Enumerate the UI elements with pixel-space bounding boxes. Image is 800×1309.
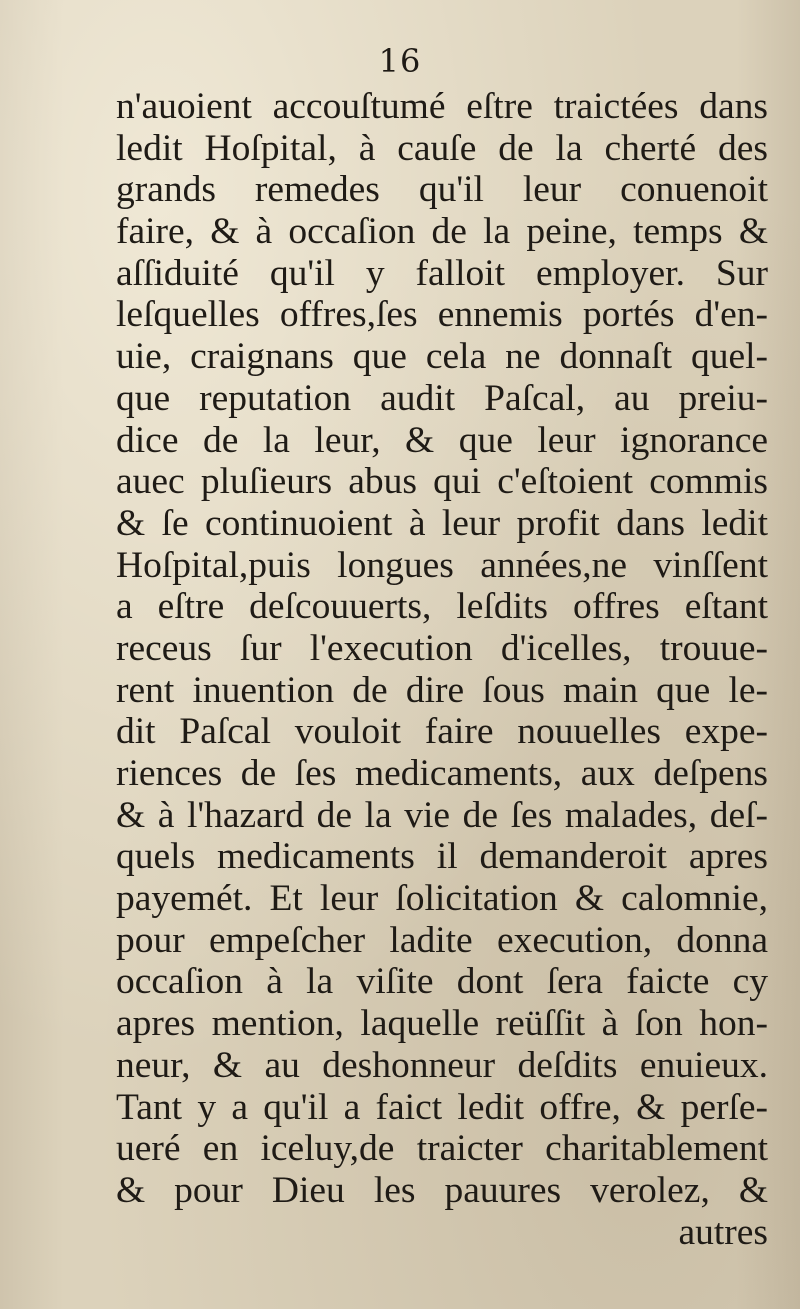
text-line: n'auoient accouſtumé eſtre traictées dans (116, 86, 768, 127)
text-line: ueré en iceluy,de traicter charitablement (116, 1128, 768, 1170)
text-line: grands remedes qu'il leur conuenoit (116, 169, 768, 211)
text-line: que reputation audit Paſcal, au preiu- (116, 377, 768, 419)
text-line: & pour Dieu les pauures verolez, & (116, 1169, 768, 1211)
text-line: ledit Hoſpital, à cauſe de la cherté des (116, 127, 768, 169)
catchword: autres (678, 1211, 768, 1253)
text-line: Hoſpital,puis longues années,ne vinſſent (116, 544, 768, 586)
text-line: & ſe continuoient à leur profit dans ledit (116, 502, 768, 544)
text-line: Tant y a qu'il a faict ledit offre, & perſe- (116, 1086, 768, 1128)
body-text (116, 86, 768, 1253)
text-line: a eſtre deſcouuerts, leſdits offres eſtant (116, 586, 768, 628)
text-line: quels medicaments il demanderoit apres (116, 836, 768, 878)
text-line: apres mention, laquelle reüſſit à ſon hon- (116, 1003, 768, 1045)
text-line: dit Paſcal vouloit faire nouuelles expe- (116, 711, 768, 753)
page-number: 16 (378, 42, 422, 80)
text-line: receus ſur l'execution d'icelles, trouue- (116, 627, 768, 669)
text-line: occaſion à la viſite dont ſera faicte cy (116, 961, 768, 1003)
text-line: rent inuention de dire ſous main que le- (116, 669, 768, 711)
text-line: uie, craignans que cela ne donnaſt quel- (116, 336, 768, 378)
text-line: leſquelles offres,ſes ennemis portés d'en- (116, 294, 768, 336)
text-line: riences de ſes medicaments, aux deſpens (116, 753, 768, 794)
text-line: neur, & au deshonneur deſdits enuieux. (116, 1044, 768, 1086)
text-line: & à l'hazard de la vie de ſes malades, deſ- (116, 794, 768, 836)
text-line: pour empeſcher ladite execution, donna (116, 919, 768, 961)
text-line: aſſiduité qu'il y falloit employer. Sur (116, 252, 768, 294)
text-line: payemét. Et leur ſolicitation & calomnie, (116, 878, 768, 920)
text-line: faire, & à occaſion de la peine, temps & (116, 211, 768, 253)
text-line: auec pluſieurs abus qui c'eſtoient commis (116, 461, 768, 503)
text-line: dice de la leur, & que leur ignorance (116, 419, 768, 461)
